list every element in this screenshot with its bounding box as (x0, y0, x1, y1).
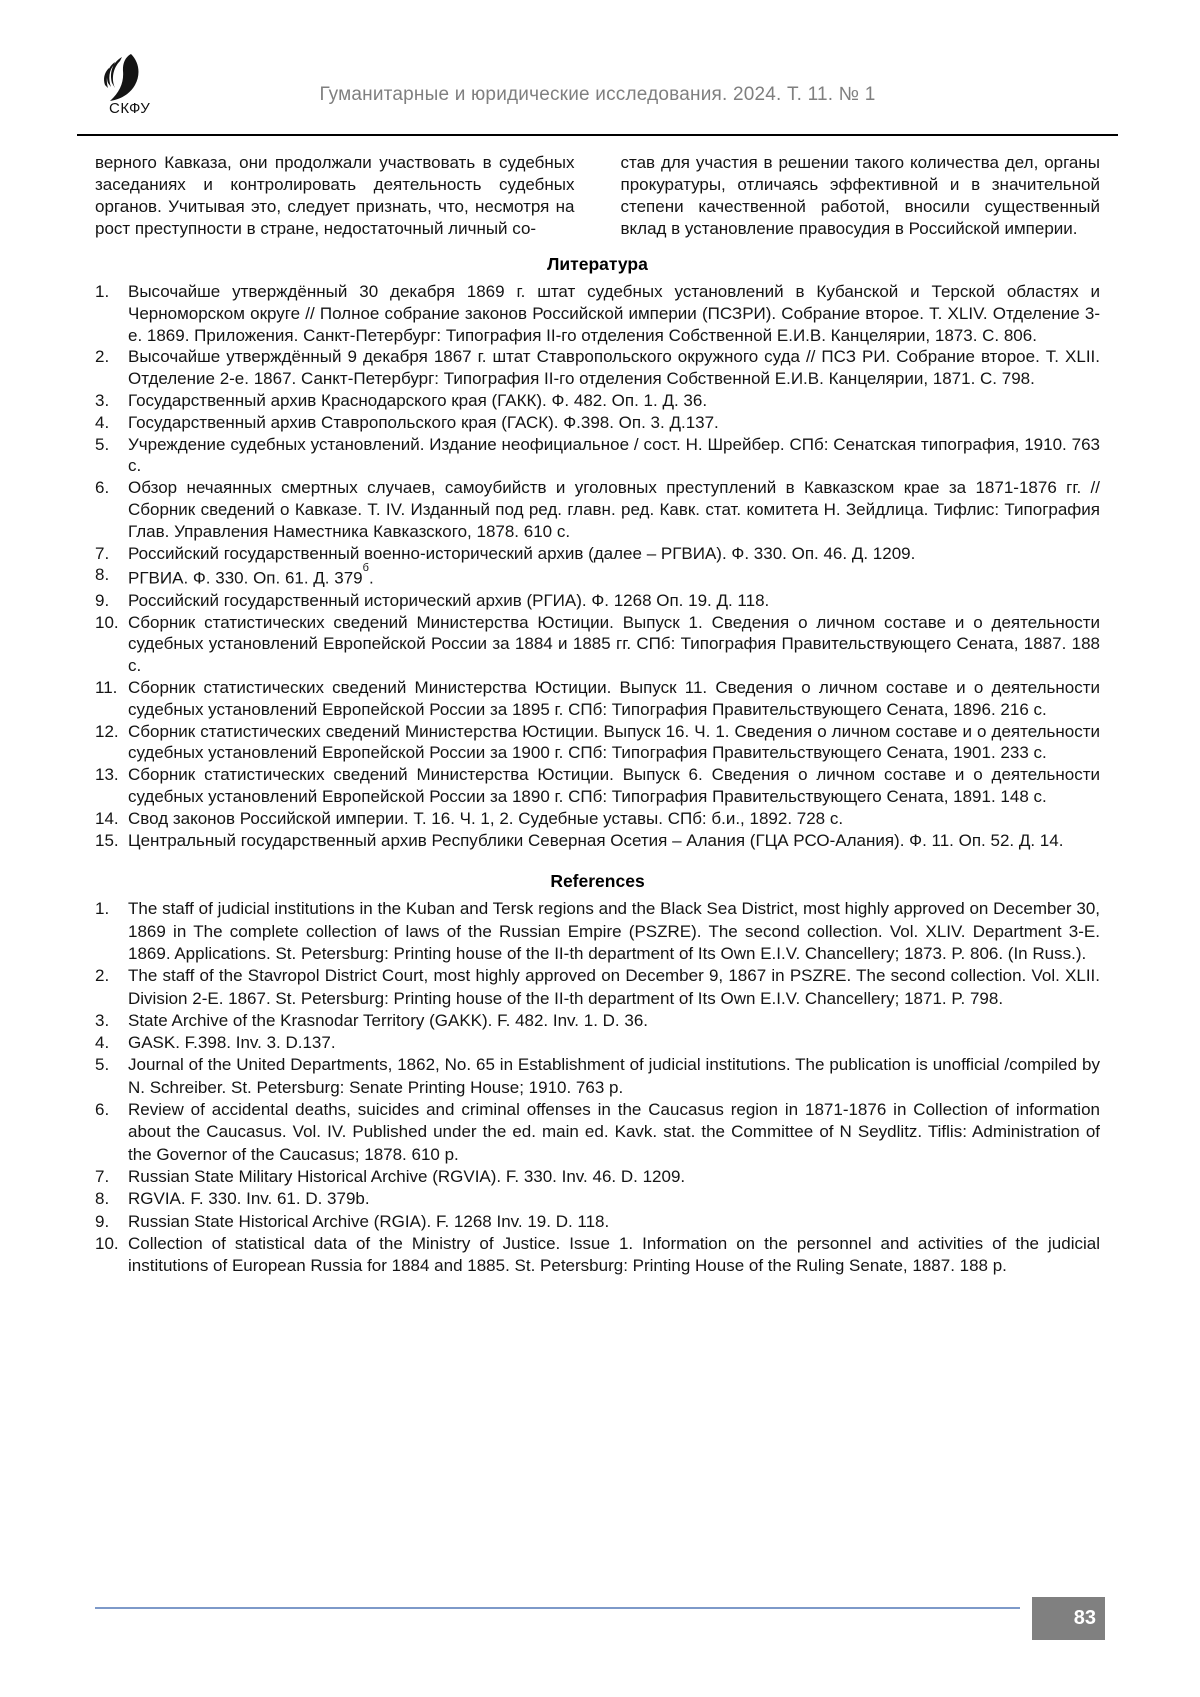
page-number-badge (1032, 1597, 1105, 1640)
reference-text: GASK. F.398. Inv. 3. D.137. (128, 1033, 336, 1053)
literatura-heading: Литература (547, 254, 648, 274)
intro-right-column: став для участия в решении такого количества дел, органы прокуратуры, отличаясь эффективной и в значительной степени качественной работой, вносили существенный вклад в установление правосудия в Российской империи. (620, 153, 1100, 238)
lit-item-2 (95, 346, 1100, 390)
header-rule (77, 134, 1118, 136)
lit-item-12 (95, 721, 1100, 765)
superscript-b: б (362, 562, 369, 575)
lit-item-4 (95, 412, 1100, 434)
reference-text: Российский государственный военно-исторический архив (далее – РГВИА). Ф. 330. Оп. 46. Д. 1209. (128, 543, 916, 563)
reference-text: State Archive of the Krasnodar Territory (GAKK). F. 482. Inv. 1. D. 36. (128, 1010, 648, 1030)
reference-text: Центральный государственный архив Республики Северная Осетия – Алания (ГЦА РСО-Алания). Ф. 11. Оп. 52. Д. 14. (128, 830, 1064, 850)
lit-item-11 (95, 677, 1100, 721)
literatura-list (95, 281, 1100, 851)
reference-text: Сборник статистических сведений Министерства Юстиции. Выпуск 16. Ч. 1. Сведения о личном составе и о деятельности судебных установлений Европейской России за 1900 г. СПб: Типография Правительствующего Сената, 1901. 233 с. (128, 721, 1100, 763)
page-header (95, 52, 1100, 130)
ref-item-6 (95, 1099, 1100, 1166)
logo-text: СКФУ (109, 100, 151, 117)
reference-text: Russian State Historical Archive (RGIA). F. 1268 Inv. 19. D. 118. (128, 1211, 610, 1231)
reference-text: Учреждение судебных установлений. Издание неофициальное / сост. Н. Шрейбер. СПб: Сенатская типография, 1910. 763 с. (128, 434, 1100, 476)
reference-text: Высочайше утверждённый 9 декабря 1867 г. штат Ставропольского окружного суда // ПСЗ РИ. Собрание второе. Т. XLII. Отделение 2-е. 1867. Санкт-Петербург: Типография II-го отделения Собственной Е.И.В. Канцелярии, 1871. С. 798. (128, 347, 1100, 389)
journal-title: Гуманитарные и юридические исследования. 2024. Т. 11. № 1 (319, 84, 876, 105)
lit-item-10 (95, 612, 1100, 677)
reference-text: Высочайше утверждённый 30 декабря 1869 г. штат судебных установлений в Кубанской и Терской областях и Черноморском округе // Полное собрание законов Российской империи (ПСЗРИ). Собрание второе. Т. XLIV. Отделение 3-е. 1869. Приложения. Санкт-Петербург: Типография II-го отделения Собственной Е.И.В. Канцелярии, 1873. С. 806. (128, 282, 1100, 345)
reference-text: Сборник статистических сведений Министерства Юстиции. Выпуск 11. Сведения о личном составе и о деятельности судебных установлений Европейской России за 1895 г. СПб: Типография Правительствующего Сената, 1896. 216 с. (128, 678, 1100, 719)
reference-text: Сборник статистических сведений Министерства Юстиции. Выпуск 1. Сведения о личном составе и о деятельности судебных установлений Европейской России за 1884 и 1885 гг. СПб: Типография Правительствующего Сената, 1887. 188 с. (128, 612, 1100, 676)
lit-item-3 (95, 390, 1100, 412)
reference-text: Российский государственный исторический архив (РГИА). Ф. 1268 Оп. 19. Д. 118. (128, 590, 770, 610)
reference-text: The staff of judicial institutions in the Kuban and Tersk regions and the Black Sea District, most highly approved on December 30, 1869 in The complete collection of laws of the Russian Empire (PSZRE). The second collection. Vol. XLIV. Department 3-E. 1869. Applications. St. Petersburg: Printing house of the II-th department of Its Own E.I.V. Chancellery; 1873. P. 806. (In Russ.). (128, 899, 1100, 963)
references-list (95, 898, 1100, 1277)
lit-item-9 (95, 590, 1100, 612)
ref-item-1 (95, 898, 1100, 965)
ref-item-2 (95, 965, 1100, 1010)
reference-text: Обзор нечаянных смертных случаев, самоубийств и уголовных преступлений в Кавказском крае за 1871-1876 гг. // Сборник сведений о Кавказе. Т. IV. Изданный под ред. главн. ред. Кавк. стат. комитета Н. Зейдлица. Тифлис: Типография Глав. Управления Наместника Кавказского, 1878. 610 с. (128, 478, 1100, 541)
lit-item-5 (95, 434, 1100, 478)
reference-text: Collection of statistical data of the Ministry of Justice. Issue 1. Information on the personnel and activities of the judicial institutions of European Russia for 1884 and 1885. St. Petersburg: Printing House of the Ruling Senate, 1887. 188 p. (128, 1233, 1100, 1276)
lit-item-6 (95, 477, 1100, 542)
ref-item-9 (95, 1211, 1100, 1233)
reference-text: RGVIA. F. 330. Inv. 61. D. 379b. (128, 1189, 370, 1209)
reference-text: Свод законов Российской империи. Т. 16. Ч. 1, 2. Судебные уставы. СПб: б.и., 1892. 728 с. (128, 808, 844, 828)
lit-item-7 (95, 543, 1100, 565)
reference-text: Сборник статистических сведений Министерства Юстиции. Выпуск 6. Сведения о личном составе и о деятельности судебных установлений Европейской России за 1890 г. СПб: Типография Правительствующего Сената, 1891. 148 с. (128, 765, 1100, 806)
ref-item-4 (95, 1032, 1100, 1054)
ref-item-8 (95, 1188, 1100, 1210)
page-number: 83 (1073, 1607, 1096, 1629)
reference-text: РГВИА. Ф. 330. Оп. 61. Д. 379 (128, 569, 363, 589)
intro-left-column: верного Кавказа, они продолжали участвовать в судебных заседаниях и контролировать деятельность судебных органов. Учитывая это, следует признать, что, несмотря на рост преступности в стране, недостаточный личный со- (95, 153, 575, 238)
reference-text: The staff of the Stavropol District Court, most highly approved on December 9, 1867 in PSZRE. The second collection. Vol. XLII. Division 2-E. 1867. St. Petersburg: Printing house of the II-th department of Its Own E.I.V. Chancellery; 1871. P. 798. (128, 966, 1100, 1008)
reference-text: Государственный архив Краснодарского края (ГАКК). Ф. 482. Оп. 1. Д. 36. (128, 390, 708, 410)
reference-text: Review of accidental deaths, suicides and criminal offenses in the Caucasus region in 1871-1876 in Collection of information about the Caucasus. Vol. IV. Published under the ed. main ed. Kavk. stat. the Committee of N Seydlitz. Tiflis: Administration of the Governor of the Caucasus; 1878. 610 p. (128, 1100, 1100, 1164)
reference-text: Journal of the United Departments, 1862, No. 65 in Establishment of judicial institutions. The publication is unofficial /compiled by N. Schreiber. St. Petersburg: Senate Printing House; 1910. 763 p. (128, 1055, 1100, 1097)
lit-item-14 (95, 808, 1100, 830)
reference-text: Russian State Military Historical Archive (RGVIA). F. 330. Inv. 46. D. 1209. (128, 1166, 686, 1186)
lit-item-8 (95, 564, 1100, 589)
reference-text: . (368, 569, 374, 589)
references-heading: References (550, 871, 645, 892)
ref-item-7 (95, 1166, 1100, 1188)
intro-two-columns (95, 152, 1100, 240)
lit-item-13 (95, 764, 1100, 808)
footer-rule (95, 1607, 1020, 1609)
reference-text: Государственный архив Ставропольского края (ГАСК). Ф.398. Оп. 3. Д.137. (128, 412, 719, 432)
lit-item-1 (95, 281, 1100, 346)
ref-item-10 (95, 1233, 1100, 1278)
ref-item-5 (95, 1054, 1100, 1099)
ref-item-3 (95, 1010, 1100, 1032)
lit-item-15 (95, 830, 1100, 852)
